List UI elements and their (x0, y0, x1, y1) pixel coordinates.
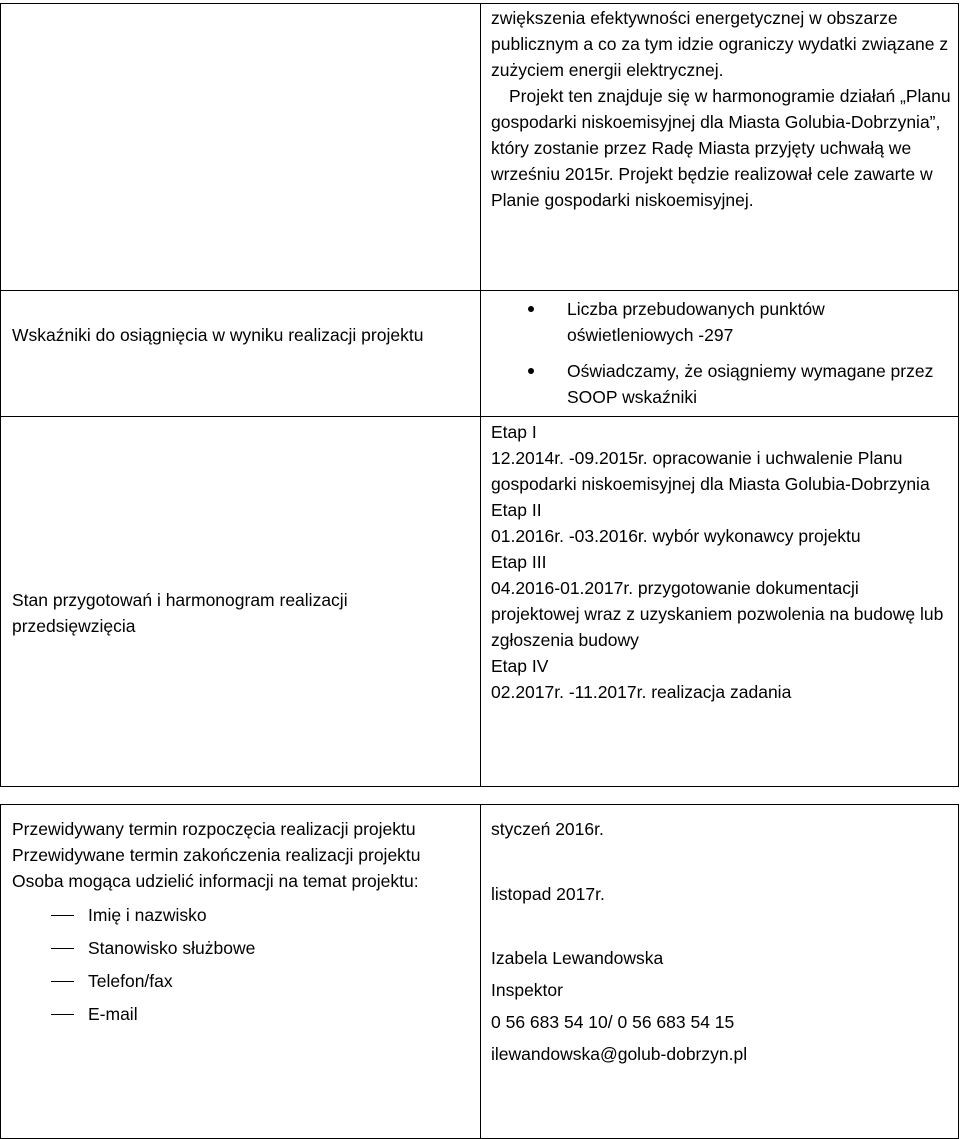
schedule-label: Stan przygotowań i harmonogram realizacji przedsięwzięcia (12, 590, 348, 636)
stage-name: Etap III (491, 552, 547, 572)
stage-name: Etap II (491, 500, 542, 520)
end-value: listopad 2017r. (491, 884, 605, 904)
start-label: Przewidywany termin rozpoczęcia realizacji projektu (12, 819, 416, 839)
table1-column-border (480, 3, 481, 787)
stage-text: 02.2017r. -11.2017r. realizacja zadania (491, 682, 792, 702)
description-paragraph-2: Projekt ten znajduje się w harmonogramie działań „Planu gospodarki niskoemisyjnej dla Miasta Golubia-Dobrzynia”, który zostanie przez Radę Miasta przyjęty uchwałą we wrześniu 2015r. Projekt będzie realizował cele zawarte w Planie gospodarki niskoemisyjnej. (491, 86, 951, 210)
list-item: Imię i nazwisko (12, 902, 462, 928)
description-cell (491, 5, 951, 213)
table2-left-border (0, 804, 1, 1139)
stage-text: 01.2016r. -03.2016r. wybór wykonawcy projektu (491, 526, 861, 546)
table2-column-border (480, 804, 481, 1139)
indicators-list (491, 296, 951, 410)
contact-phone: 0 56 683 54 10/ 0 56 683 54 15 (491, 1012, 735, 1032)
dash-icon (51, 948, 74, 949)
indicators-label: Wskaźniki do osiągnięcia w wyniku realizacji projektu (12, 325, 424, 345)
contact-email[interactable]: ilewandowska@golub-dobrzyn.pl (491, 1044, 748, 1064)
description-paragraph-1: zwiększenia efektywności energetycznej w obszarze publicznym a co za tym idzie ograniczy wydatki związane z zużyciem energii elektrycznej. (491, 8, 949, 80)
stage-text: 12.2014r. -09.2015r. opracowanie i uchwalenie Planu gospodarki niskoemisyjnej dla Miasta Golubia-Dobrzynia (491, 448, 930, 494)
list-item: Telefon/fax (12, 968, 462, 994)
list-item: E-mail (12, 1001, 462, 1027)
stage-name: Etap IV (491, 656, 549, 676)
bullet-icon (528, 368, 534, 374)
stage-name: Etap I (491, 422, 537, 442)
list-item: Stanowisko służbowe (12, 935, 462, 961)
table1-left-border (0, 3, 1, 787)
contact-position: Inspektor (491, 980, 563, 1000)
contact-fields (12, 902, 462, 1027)
details-labels-cell (12, 816, 462, 1034)
list-item: Liczba przebudowanych punktów oświetleniowych -297 (491, 296, 951, 348)
start-value: styczeń 2016r. (491, 819, 604, 839)
end-label: Przewidywane termin zakończenia realizacji projektu (12, 845, 421, 865)
table1-right-border (958, 3, 959, 787)
indicators-cell (491, 296, 951, 420)
dash-icon (51, 981, 74, 982)
table2-right-border (958, 804, 959, 1139)
schedule-cell (491, 419, 951, 705)
list-item: Oświadczamy, że osiągniemy wymagane przez SOOP wskaźniki (491, 358, 951, 410)
dash-icon (51, 1014, 74, 1015)
dash-icon (51, 915, 74, 916)
stage-text: 04.2016-01.2017r. przygotowanie dokumentacji projektowej wraz z uzyskaniem pozwolenia na budowę lub zgłoszenia budowy (491, 578, 944, 650)
contact-label: Osoba mogąca udzielić informacji na temat projektu: (12, 871, 419, 891)
bullet-icon (528, 306, 534, 312)
contact-name: Izabela Lewandowska (491, 948, 664, 968)
